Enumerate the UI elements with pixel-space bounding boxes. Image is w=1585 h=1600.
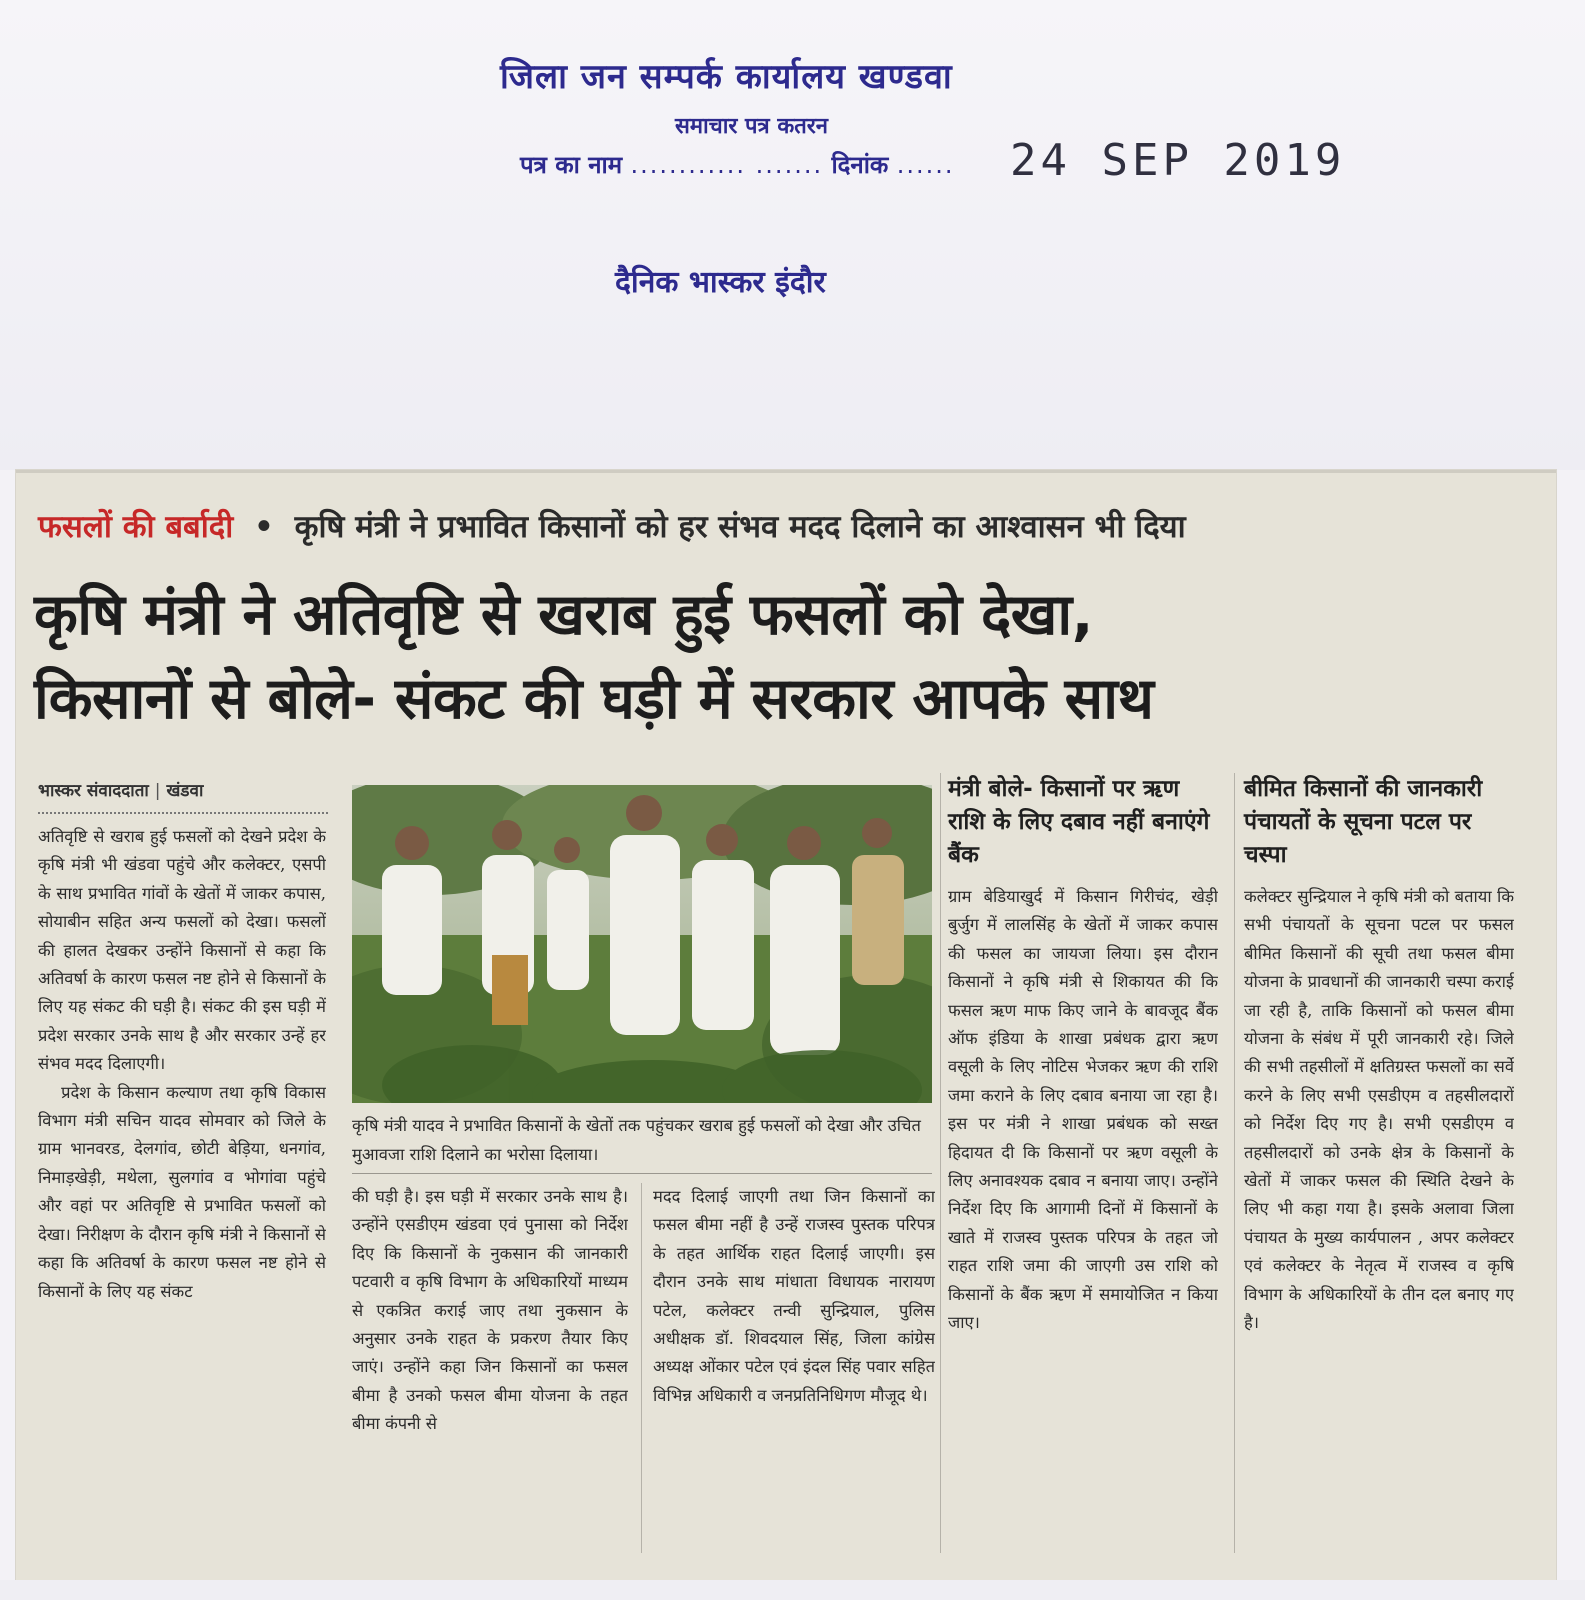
column-4-text: ग्राम बेडियाखुर्द में किसान गिरीचंद, खेड़ी बुर्जुग में लालसिंह के खेतों में जाकर कपास की फसल का जायजा लिया। इस दौरान किसानों ने कृषि मंत्री से शिकायत की कि फसल ऋण माफ किए जाने के बावजूद बैंक ऑफ इंडिया के शाखा प्रबंधक द्वारा ऋण वसूली के लिए नोटिस भेजकर ऋण की राशि जमा कराने के लिए दबाव बनाया जा रहा है। इस पर मंत्री ने शाखा प्रबंधक को सख्त हिदायत दी कि किसानों पर ऋण वसूली के लिए अनावश्यक दबाव न बनाया जाए। उन्होंने निर्देश दिए कि आगामी दिनों में किसानों के खाते में राजस्व पुस्तक परिपत्र के तहत जो राहत राशि जमा की जाएगी उस राशि को किसानों के बैंक ऋण में समायोजित न किया जाए। — [948, 887, 1218, 1333]
byline-place: खंडवा — [166, 781, 204, 801]
column-1-paragraph-2: प्रदेश के किसान कल्याण तथा कृषि विकास विभाग मंत्री सचिन यादव सोमवार को जिले के ग्राम भानवरड, देलगांव, छोटी बेड़िया, धनगांव, निमाड़खेड़ी, मथेला, सुलगांव व भोगांवा पहुंचे और वहां पर अतिवृष्टि से प्रभावित फसलों को देखा। निरीक्षण के दौरान कृषि मंत्री ने किसानों से कहा कि अतिवर्षा के कारण फसल नष्ट होने से किसानों के लिए यह संकट — [38, 1082, 326, 1301]
stamp-date-dots: ...... — [896, 151, 955, 179]
headline-line-1: कृषि मंत्री ने अतिवृष्टि से खराब हुई फसलों को देखा, — [34, 582, 1093, 648]
photo-field-scene — [352, 785, 932, 1103]
article-headline — [34, 573, 1544, 741]
photo-caption: कृषि मंत्री यादव ने प्रभावित किसानों के खेतों तक पहुंचकर खराब हुई फसलों को देखा और उचित मुआवजा राशि दिलाने का भरोसा दिलाया। — [352, 1116, 921, 1164]
stamp-name-dots: ............ ....... — [630, 151, 824, 179]
paper-bottom-edge — [0, 1580, 1585, 1600]
byline-separator: | — [154, 781, 161, 801]
article-photo — [352, 785, 932, 1103]
newspaper-clipping — [16, 470, 1556, 1583]
column-divider — [641, 1183, 642, 1553]
stamp-office-name: जिला जन सम्पर्क कार्यालय खण्डवा — [500, 57, 953, 97]
byline-author: भास्कर संवाददाता — [38, 781, 149, 801]
column-3-text: मदद दिलाई जाएगी तथा जिन किसानों का फसल बीमा नहीं है उन्हें राजस्व पुस्तक परिपत्र के तहत आर्थिक राहत दिलाई जाएगी। इस दौरान उनके साथ मांधाता विधायक नारायण पटेल, कलेक्टर तन्वी सुन्द्रियाल, पुलिस अधीक्षक डॉ. शिवदयाल सिंह, जिला कांग्रेस अध्यक्ष ओंकार पटेल एवं इंदल सिंह पवार सहित विभिन्न अधिकारी व जनप्रतिनिधिगण मौजूद थे। — [653, 1187, 935, 1405]
article-byline — [38, 778, 328, 814]
column-2-text: की घड़ी है। इस घड़ी में सरकार उनके साथ है। उन्होंने एसडीएम खंडवा एवं पुनासा को निर्देश दिए कि किसानों के नुकसान की जानकारी पटवारी व कृषि विभाग के अधिकारियों माध्यम से एकत्रित कराई जाए तथा नुकसान के अनुसार उनके राहत के प्रकरण तैयार किए जाएं। उन्होंने कहा जिन किसानों का फसल बीमा है उनको फसल बीमा योजना के तहत बीमा कंपनी से — [352, 1187, 628, 1434]
article-column-4 — [948, 883, 1218, 1493]
article-column-3 — [653, 1183, 935, 1553]
stamp-name-label: पत्र का नाम — [520, 151, 623, 179]
article-kicker — [38, 505, 1186, 547]
subheading-insured-farmers: बीमित किसानों की जानकारी पंचायतों के सूचना पटल पर चस्पा — [1244, 776, 1483, 868]
article-column-1 — [38, 823, 326, 1563]
stamp-clipping-label: समाचार पत्र कतरन — [675, 114, 828, 139]
column-5-text: कलेक्टर सुन्द्रियाल ने कृषि मंत्री को बताया कि सभी पंचायतों के सूचना पटल पर फसल बीमित किसानों की सूची तथा फसल बीमा योजना के प्रावधानों की जानकारी चस्पा कराई जा रही है, ताकि किसानों को फसल बीमा योजना के संबंध में पूरी जानकारी रहे। जिले की सभी तहसीलों में क्षतिग्रस्त फसलों का सर्वे करने के लिए सभी एसडीएम व तहसीलदारों को निर्देश दिए गए है। सभी एसडीएम व तहसीलदारों को उनके क्षेत्र के किसानों के खेतों में जाकर फसल की स्थिति देखने के लिए भी कहा गया है। इसके अलावा जिला पंचायत के मुख्य कार्यपालन , अपर कलेक्टर एवं कलेक्टर के नेतृत्व में राजस्व व कृषि विभाग के अधिकारियों के तीन दल बनाए गए है। — [1244, 887, 1514, 1333]
column-divider — [940, 773, 941, 1553]
kicker-bullet: • — [254, 509, 274, 545]
stamp-fields — [520, 148, 955, 181]
stamp-date: 24 SEP 2019 — [1010, 135, 1346, 186]
article-column-5 — [1244, 883, 1514, 1503]
kicker-text: कृषि मंत्री ने प्रभावित किसानों को हर संभव मदद दिलाने का आश्वासन भी दिया — [294, 509, 1186, 545]
subheading-bank-loans: मंत्री बोले- किसानों पर ऋण राशि के लिए दबाव नहीं बनाएंगे बैंक — [948, 776, 1210, 868]
article-column-2 — [352, 1183, 628, 1553]
headline-line-2: किसानों से बोले- संकट की घड़ी में सरकार आपके साथ — [34, 666, 1154, 732]
caption-divider — [352, 1173, 932, 1174]
kicker-red-label: फसलों की बर्बादी — [38, 509, 234, 545]
column-1-paragraph-1: अतिवृष्टि से खराब हुई फसलों को देखने प्रदेश के कृषि मंत्री भी खंडवा पहुंचे और कलेक्टर, एसपी के साथ प्रभावित गांवों के खेतों में जाकर कपास, सोयाबीन सहित अन्य फसलों को देखा। फसलों की हालत देखकर उन्होंने किसानों से कहा कि अतिवर्षा के कारण फसल नष्ट होने से किसानों के लिए यह संकट की घड़ी है। संकट की इस घड़ी में प्रदेश सरकार उनके साथ है और सरकार उन्हें हर संभव मदद दिलाएगी। — [38, 827, 326, 1074]
stamp-date-label: दिनांक — [831, 151, 889, 179]
column-divider — [1234, 773, 1235, 1553]
stamp-newspaper-name: दैनिक भास्कर इंदौर — [615, 265, 826, 300]
